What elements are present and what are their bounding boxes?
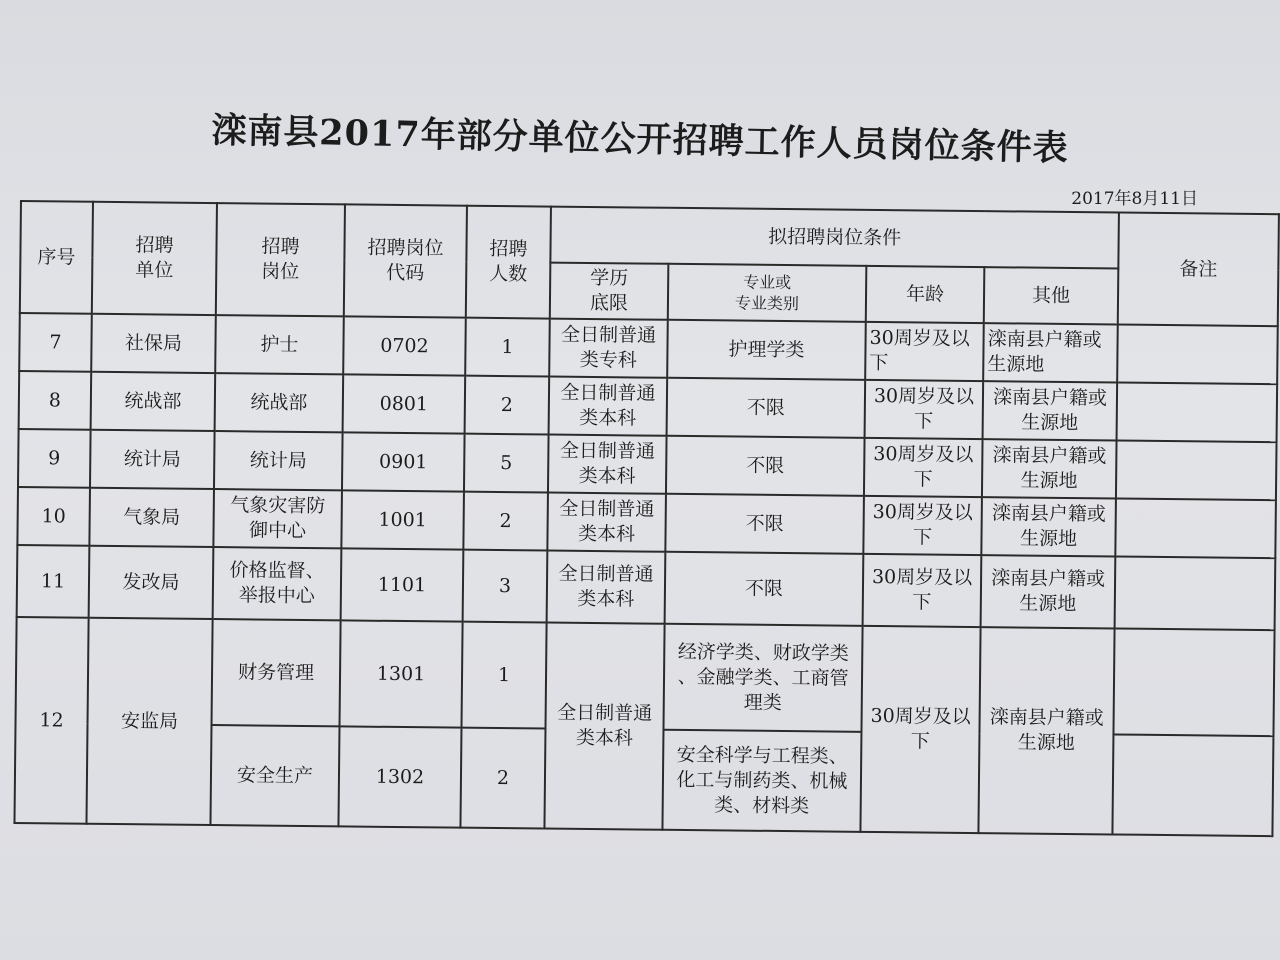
cell-serial: 8 (19, 371, 92, 430)
cell-other: 滦南县户籍或 生源地 (982, 439, 1117, 498)
cell-count: 5 (464, 434, 549, 493)
header-other: 其他 (984, 267, 1119, 324)
cell-remarks (1115, 498, 1276, 558)
cell-other: 滦南县户籍或 生源地 (983, 323, 1118, 382)
cell-major: 不限 (666, 436, 865, 496)
cell-count: 1 (465, 318, 550, 377)
cell-major: 不限 (667, 378, 866, 438)
cell-education: 全日制普通 类本科 (548, 435, 667, 494)
cell-position: 财务管理 (212, 619, 341, 726)
cell-education: 全日制普通 类本科 (547, 551, 666, 624)
document-date: 2017年8月11日 (1071, 189, 1198, 209)
cell-age: 30周岁及以 下 (865, 322, 984, 381)
cell-education: 全日制普通 类本科 (547, 493, 666, 552)
cell-serial: 11 (17, 545, 90, 618)
cell-count: 1 (461, 622, 546, 729)
cell-major: 不限 (665, 552, 864, 626)
table-row (17, 545, 1276, 630)
cell-position: 统计局 (214, 431, 343, 490)
cell-remarks (1115, 556, 1276, 630)
header-conditions: 拟招聘岗位条件 (550, 207, 1119, 269)
cell-remarks (1116, 440, 1277, 500)
cell-code: 1101 (341, 548, 464, 621)
cell-major: 安全科学与工程类、 化工与制药类、机械 类、材料类 (662, 730, 861, 832)
cell-unit: 社保局 (91, 314, 216, 373)
header-serial: 序号 (20, 201, 93, 314)
cell-serial: 12 (14, 617, 88, 824)
cell-unit: 安监局 (86, 618, 212, 825)
header-remarks: 备注 (1118, 213, 1279, 327)
cell-serial: 10 (17, 487, 90, 546)
cell-age: 30周岁及以 下 (863, 554, 982, 627)
header-count: 招聘 人数 (466, 206, 551, 319)
cell-major: 不限 (665, 494, 864, 554)
header-row-top (20, 201, 1279, 270)
cell-remarks (1117, 325, 1278, 385)
cell-serial: 7 (19, 313, 92, 372)
cell-count: 3 (463, 550, 548, 623)
cell-other: 滦南县户籍或 生源地 (978, 627, 1114, 834)
cell-age: 30周岁及以 下 (860, 626, 980, 833)
cell-age: 30周岁及以 下 (864, 438, 983, 497)
cell-count: 2 (463, 492, 548, 551)
cell-code: 0901 (342, 432, 465, 491)
cell-code: 1302 (338, 726, 461, 827)
cell-position: 安全生产 (210, 725, 339, 826)
cell-remarks (1117, 382, 1278, 442)
cell-major: 护理学类 (667, 320, 866, 380)
cell-other: 滦南县户籍或 生源地 (981, 555, 1116, 628)
cell-count: 2 (465, 376, 550, 435)
position-requirements-table (13, 200, 1279, 837)
header-unit: 招聘 单位 (92, 202, 217, 315)
header-age: 年龄 (866, 266, 985, 323)
header-major: 专业或 专业类别 (668, 264, 867, 322)
cell-education: 全日制普通 类本科 (549, 377, 668, 436)
cell-unit: 气象局 (89, 488, 214, 547)
header-code: 招聘岗位 代码 (344, 204, 467, 317)
cell-other: 滦南县户籍或 生源地 (981, 497, 1116, 556)
cell-count: 2 (460, 728, 545, 829)
cell-other: 滦南县户籍或 生源地 (983, 381, 1118, 440)
cell-remarks (1112, 734, 1273, 836)
cell-age: 30周岁及以 下 (863, 496, 982, 555)
cell-education: 全日制普通 类专科 (549, 319, 668, 378)
cell-code: 0702 (343, 316, 466, 375)
cell-position: 气象灾害防 御中心 (213, 489, 342, 548)
cell-unit: 发改局 (89, 546, 214, 619)
cell-major: 经济学类、财政学类 、金融学类、工商管 理类 (663, 624, 862, 732)
cell-remarks (1113, 628, 1274, 736)
header-position: 招聘 岗位 (216, 203, 345, 316)
cell-education: 全日制普通 类本科 (544, 623, 664, 830)
header-education: 学历 底限 (550, 263, 669, 320)
table-row (16, 617, 1275, 736)
cell-code: 1001 (341, 490, 464, 549)
document-title: 滦南县2017年部分单位公开招聘工作人员岗位条件表 (210, 110, 1069, 169)
cell-position: 护士 (215, 315, 344, 374)
cell-unit: 统战部 (91, 372, 216, 431)
cell-code: 1301 (340, 620, 463, 727)
cell-unit: 统计局 (90, 430, 215, 489)
cell-age: 30周岁及以 下 (865, 380, 984, 439)
cell-code: 0801 (343, 374, 466, 433)
cell-serial: 9 (18, 429, 91, 488)
cell-position: 统战部 (215, 373, 344, 432)
cell-position: 价格监督、 举报中心 (213, 547, 342, 620)
